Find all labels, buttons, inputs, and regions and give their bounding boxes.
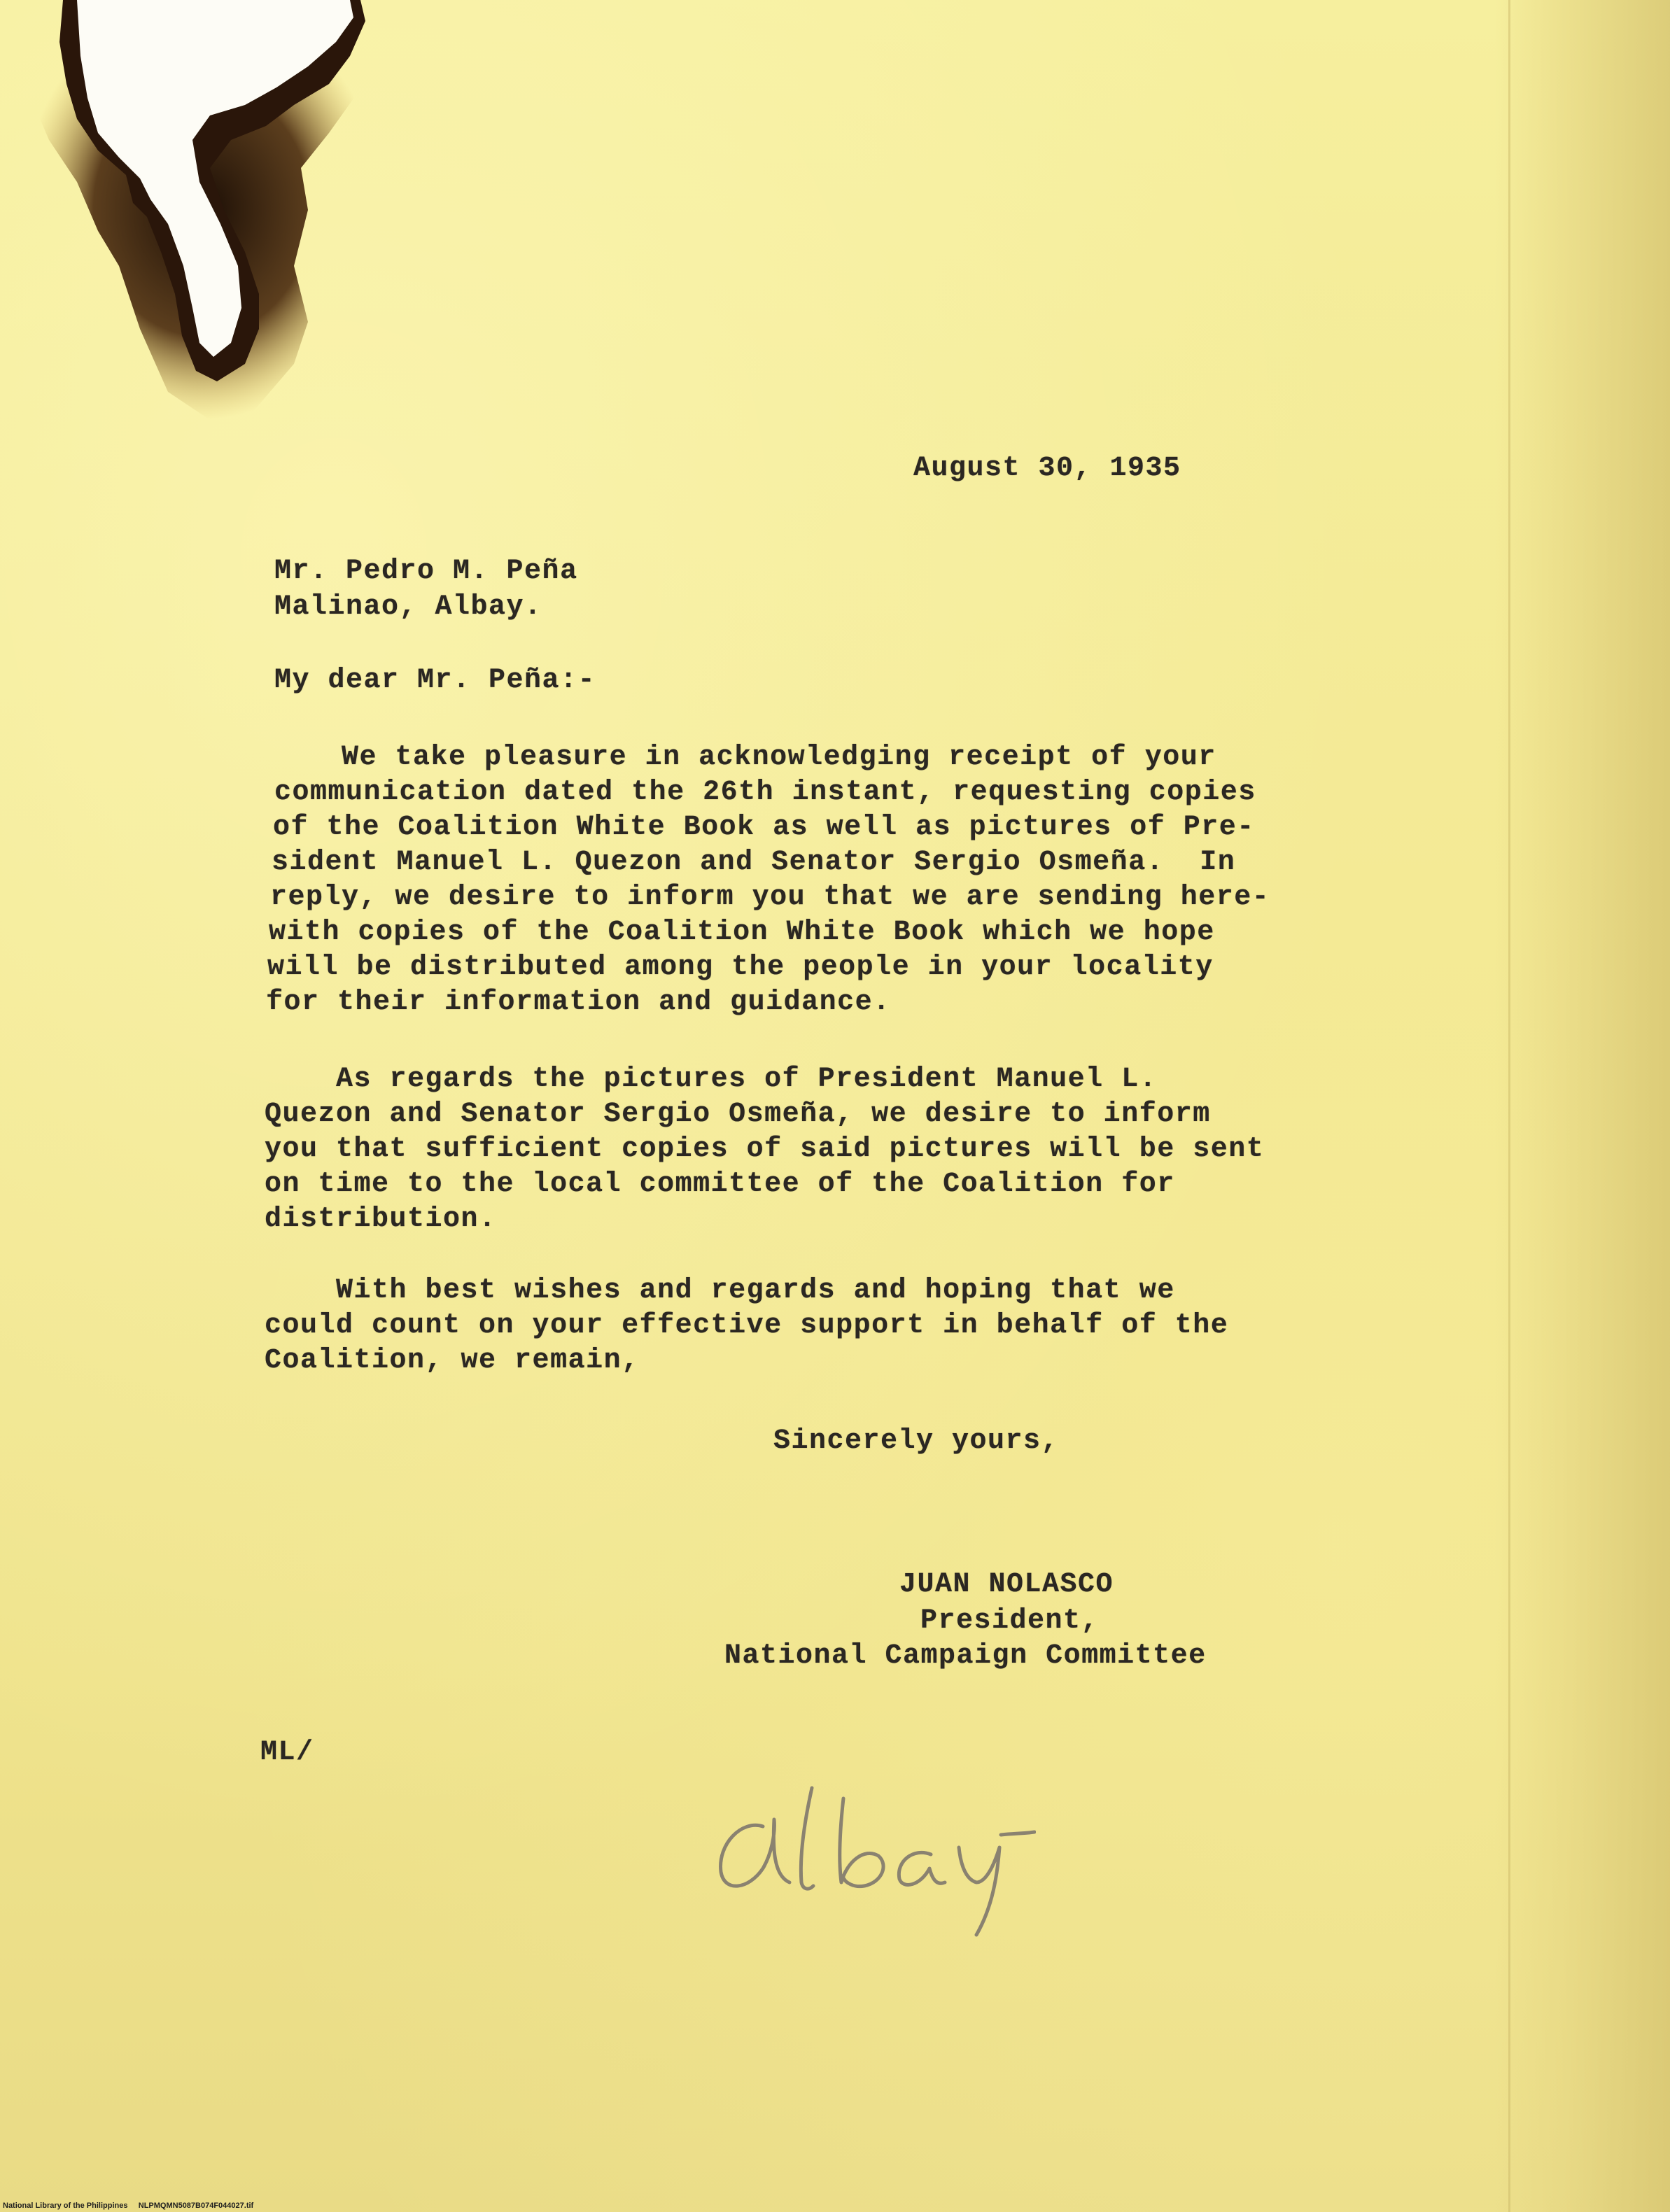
paragraph-line: on time to the local committee of the Coalition for xyxy=(265,1169,1175,1200)
paragraph-line: sident Manuel L. Quezon and Senator Sergio Osmeña. In xyxy=(272,847,1236,878)
paragraph-line: distribution. xyxy=(265,1204,497,1235)
body-paragraph-1 xyxy=(265,740,1482,1020)
paragraph-line: could count on your effective support in behalf of the xyxy=(265,1310,1229,1341)
closing: Sincerely yours, xyxy=(773,1425,1060,1457)
body-paragraph-3 xyxy=(265,1274,1482,1379)
paragraph-line: will be distributed among the people in your locality xyxy=(267,952,1214,983)
paragraph-line: As regards the pictures of President Manuel L. xyxy=(265,1064,1158,1095)
recipient-name: Mr. Pedro M. Peña xyxy=(274,556,578,587)
paragraph-line: of the Coalition White Book as well as pictures of Pre- xyxy=(273,812,1255,843)
reference-initials: ML/ xyxy=(260,1737,314,1768)
salutation: My dear Mr. Peña:- xyxy=(274,665,596,696)
paragraph-line: Quezon and Senator Sergio Osmeña, we desire to inform xyxy=(265,1099,1211,1130)
archive-footer: National Library of the Philippines NLPMQMN5087B074F044027.tif xyxy=(3,2202,254,2210)
paragraph-line: We take pleasure in acknowledging receipt of your xyxy=(270,742,1216,773)
recipient-address: Malinao, Albay. xyxy=(274,591,542,623)
signatory-organization: National Campaign Committee xyxy=(724,1640,1207,1672)
paper-edge-discoloration xyxy=(1495,0,1670,2212)
paragraph-line: communication dated the 26th instant, requesting copies xyxy=(274,777,1256,808)
signatory-title: President, xyxy=(920,1605,1100,1637)
letter-date: August 30, 1935 xyxy=(913,453,1181,484)
paragraph-line: with copies of the Coalition White Book which we hope xyxy=(269,917,1215,948)
signatory-name: JUAN NOLASCO xyxy=(899,1569,1114,1600)
paragraph-line: for their information and guidance. xyxy=(266,987,891,1018)
paragraph-line: you that sufficient copies of said pictures will be sent xyxy=(265,1134,1265,1165)
handwritten-note-albay xyxy=(707,1777,1036,1938)
paragraph-line: Coalition, we remain, xyxy=(265,1345,640,1376)
paragraph-line: With best wishes and regards and hoping that we xyxy=(265,1275,1175,1306)
paper-fold-line xyxy=(1508,0,1510,2212)
burn-hole xyxy=(0,0,392,434)
paragraph-line: reply, we desire to inform you that we are sending here- xyxy=(270,882,1270,913)
body-paragraph-2 xyxy=(265,1062,1482,1237)
